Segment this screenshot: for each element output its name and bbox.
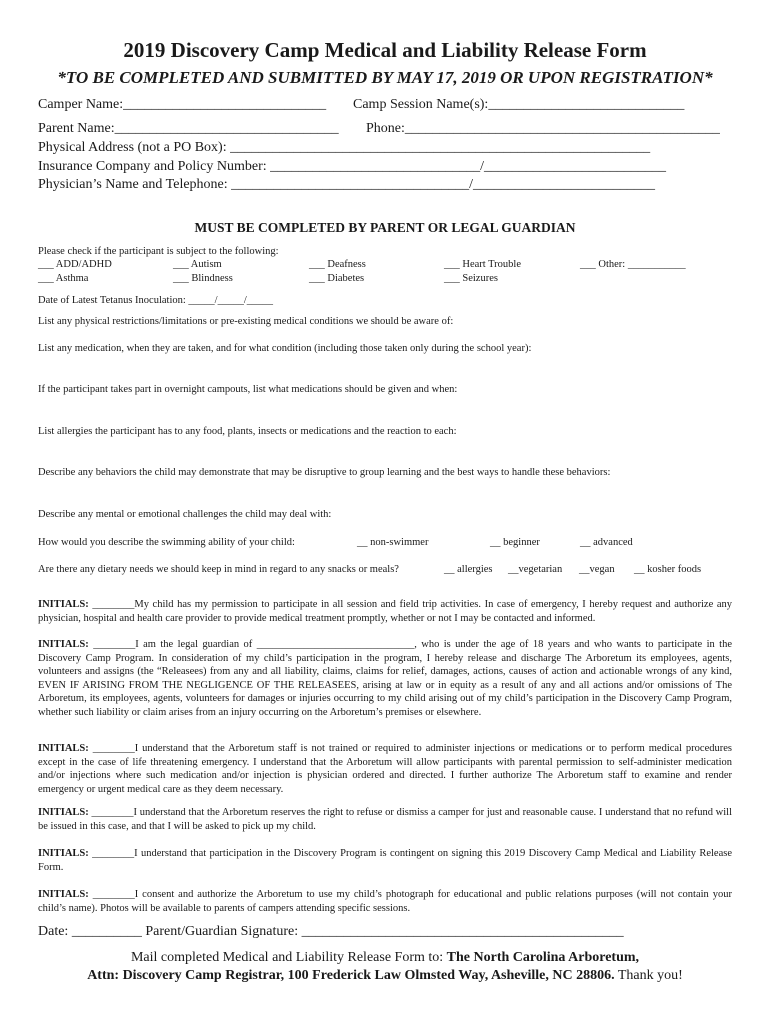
form-title: 2019 Discovery Camp Medical and Liability Release Form xyxy=(123,38,647,62)
diet-vegan[interactable]: __vegan xyxy=(579,564,615,575)
signature-line[interactable]: Date: __________ Parent/Guardian Signature: ______________________________________________ xyxy=(38,924,624,939)
initials-medical-text[interactable]: ________I understand that the Arboretum staff is not trained or required to administer injections or medications or to perform medical procedures except in the case of life threatening emergency. I understand that the Arboretum will allow participants with parental permission to self-administer medication and/or injections where such medication and/or injection is physician ordered and directed. I further authorize The Arboretum staff to examine and render emergency or urgent medical care as they deem necessary. xyxy=(38,743,732,795)
diet-allergies[interactable]: __ allergies xyxy=(444,564,493,575)
initials-permission xyxy=(38,598,732,625)
question-medication: List any medication, when they are taken, and for what condition (including those taken only during the school year): xyxy=(38,343,532,354)
condition-heart-trouble[interactable]: ___ Heart Trouble xyxy=(444,259,521,270)
condition-other[interactable]: ___ Other: ___________ xyxy=(580,259,686,270)
section-heading: MUST BE COMPLETED BY PARENT OR LEGAL GUARDIAN xyxy=(194,220,576,235)
question-behaviors: Describe any behaviors the child may demonstrate that may be disruptive to group learning and the best ways to handle these behaviors: xyxy=(38,467,611,478)
address-field[interactable]: Physical Address (not a PO Box): ____________________________________________________________ xyxy=(38,140,651,155)
initials-label: INITIALS: xyxy=(38,848,89,859)
mail-instructions xyxy=(0,950,770,966)
condition-diabetes[interactable]: ___ Diabetes xyxy=(309,273,365,284)
condition-autism[interactable]: ___ Autism xyxy=(173,259,222,270)
insurance-field[interactable]: Insurance Company and Policy Number: ______________________________/__________________________ xyxy=(38,159,667,174)
question-mental: Describe any mental or emotional challenges the child may deal with: xyxy=(38,509,332,520)
initials-photo-text[interactable]: ________I consent and authorize the Arboretum to use my child’s photograph for educational and public relations purposes (will not contain your child’s name). Photos will be available to parents of campers attending specific sessions. xyxy=(38,889,732,914)
initials-contingent-text[interactable]: ________I understand that participation in the Discovery Program is contingent on signing this 2019 Discovery Camp Medical and Liability Release Form. xyxy=(38,848,732,873)
swim-advanced[interactable]: __ advanced xyxy=(580,537,633,548)
initials-guardian xyxy=(38,638,732,719)
mail-address-line xyxy=(0,968,770,984)
swim-question: How would you describe the swimming ability of your child: xyxy=(38,537,295,548)
condition-asthma[interactable]: ___ Asthma xyxy=(38,273,89,284)
initials-permission-text[interactable]: ________My child has my permission to participate in all session and field trip activities. In case of emergency, I hereby request and authorize any physician, hospital and health care provider to provide medical treatment promptly, whether or not I may be contacted and informed. xyxy=(38,599,732,624)
condition-adhd[interactable]: ___ ADD/ADHD xyxy=(38,259,112,270)
diet-question: Are there any dietary needs we should keep in mind in regard to any snacks or meals? xyxy=(38,564,399,575)
phone-field[interactable]: Phone:_____________________________________________ xyxy=(366,121,720,136)
condition-blindness[interactable]: ___ Blindness xyxy=(173,273,233,284)
initials-label: INITIALS: xyxy=(38,599,89,610)
condition-deafness[interactable]: ___ Deafness xyxy=(309,259,366,270)
mail-prefix: Mail completed Medical and Liability Release Form to: xyxy=(130,950,447,965)
condition-seizures[interactable]: ___ Seizures xyxy=(444,273,498,284)
swim-beginner[interactable]: __ beginner xyxy=(490,537,540,548)
diet-kosher[interactable]: __ kosher foods xyxy=(634,564,702,575)
conditions-intro: Please check if the participant is subject to the following: xyxy=(38,246,279,257)
initials-medical xyxy=(38,742,732,796)
form-subtitle: *TO BE COMPLETED AND SUBMITTED BY MAY 17, 2019 OR UPON REGISTRATION* xyxy=(57,68,713,87)
parent-name-field[interactable]: Parent Name:________________________________ xyxy=(38,121,339,136)
mail-address: Attn: Discovery Camp Registrar, 100 Frederick Law Olmsted Way, Asheville, NC 28806. xyxy=(87,968,615,983)
initials-contingent xyxy=(38,847,732,874)
mail-thanks: Thank you! xyxy=(614,968,683,983)
mail-org: The North Carolina Arboretum, xyxy=(446,950,640,965)
initials-dismissal-text[interactable]: ________I understand that the Arboretum reserves the right to refuse or dismiss a camper for just and reasonable cause. I understand that no refund will be issued in this case, and that I will be asked to pick up my child. xyxy=(38,807,732,832)
initials-dismissal xyxy=(38,806,732,833)
diet-vegetarian[interactable]: __vegetarian xyxy=(508,564,563,575)
question-overnight: If the participant takes part in overnight campouts, list what medications should be given and when: xyxy=(38,384,458,395)
initials-label: INITIALS: xyxy=(38,639,89,650)
question-restrictions: List any physical restrictions/limitations or pre-existing medical conditions we should be aware of: xyxy=(38,316,454,327)
initials-label: INITIALS: xyxy=(38,889,89,900)
swim-non-swimmer[interactable]: __ non-swimmer xyxy=(357,537,429,548)
initials-guardian-text[interactable]: ________I am the legal guardian of ______________________________, who is under the age of 18 years and who wants to participate in the Discovery Camp Program. In consideration of my child’s participation in the program, I hereby release and discharge The Arboretum its employees, agents, volunteers and assigns (the “Releasees) from any and all liability, claims, claims for relief, damages, actions, causes of action and actionable wrongs of any kind, EVEN IF ARISING FROM THE NEGLIGENCE OF THE RELEASEES, arising at law or in equity as a result of any and all actions and/or omissions of The Arboretum, its employees, agents, volunteers for damages or injuries occurring to my child arising out of my child’s participation in the Discovery Camp Program, whether such liability or claim arises from an injury occurring on the Arboretum’s premises or elsewhere. xyxy=(38,639,732,718)
physician-field[interactable]: Physician’s Name and Telephone: __________________________________/__________________________ xyxy=(38,177,656,192)
initials-label: INITIALS: xyxy=(38,743,89,754)
camper-name-field[interactable]: Camper Name:_____________________________ xyxy=(38,97,327,112)
initials-label: INITIALS: xyxy=(38,807,89,818)
initials-photo xyxy=(38,888,732,915)
camp-session-field[interactable]: Camp Session Name(s):____________________________ xyxy=(353,97,685,112)
question-allergies: List allergies the participant has to any food, plants, insects or medications and the reaction to each: xyxy=(38,426,457,437)
tetanus-date-field[interactable]: Date of Latest Tetanus Inoculation: _____/_____/_____ xyxy=(38,295,273,306)
